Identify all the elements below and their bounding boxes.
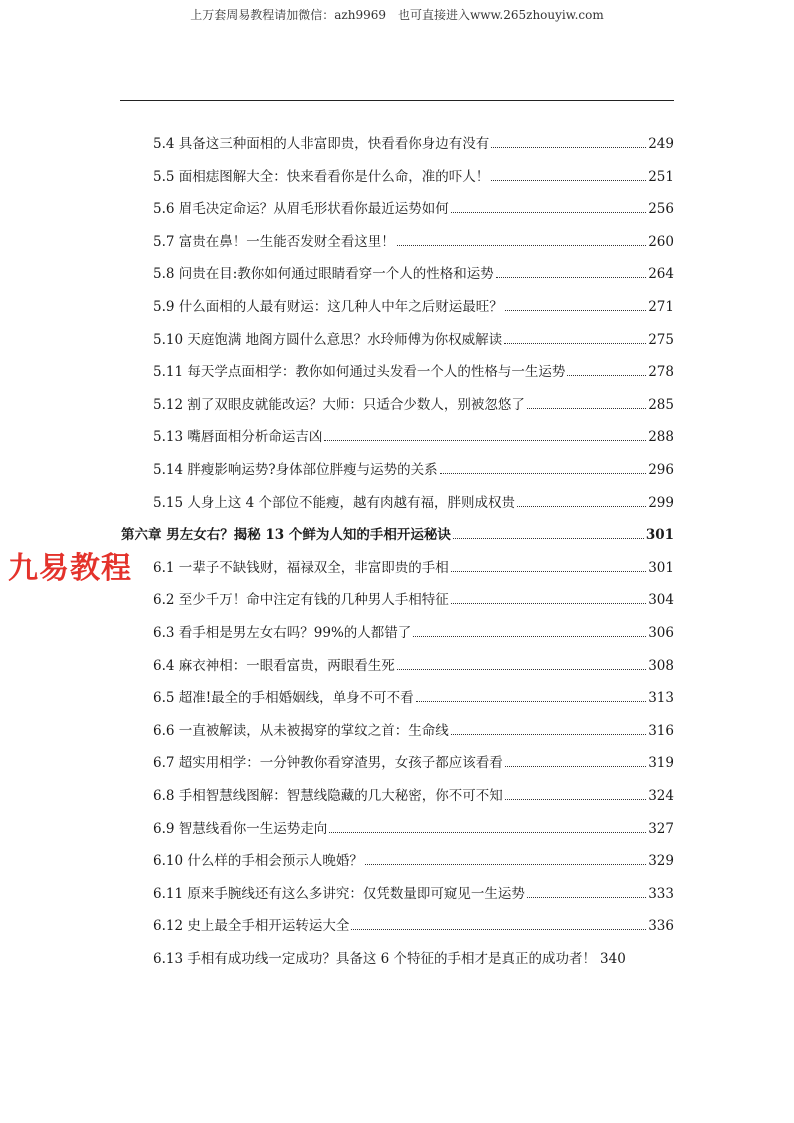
toc-page-number: 333 — [648, 885, 674, 902]
toc-dot-leader — [451, 571, 646, 572]
toc-entry-title: 6.10 什么样的手相会预示人晚婚？ — [153, 853, 363, 870]
toc-entry-title: 5.11 每天学点面相学：教你如何通过头发看一个人的性格与一生运势 — [153, 364, 566, 381]
toc-page-number: 251 — [648, 168, 674, 185]
toc-dot-leader — [496, 277, 646, 278]
toc-entry-title: 5.4 具备这三种面相的人非富即贵，快看看你身边有没有 — [153, 136, 490, 152]
toc-dot-leader — [451, 212, 646, 213]
toc-page-number: 319 — [648, 755, 674, 772]
toc-entry[interactable] — [153, 817, 674, 843]
toc-entry[interactable] — [153, 262, 674, 288]
toc-dot-leader — [365, 864, 646, 865]
toc-dot-leader — [567, 375, 646, 376]
toc-dot-leader — [451, 603, 646, 604]
toc-dot-leader — [517, 506, 646, 507]
toc-entry[interactable] — [153, 686, 674, 712]
toc-dot-leader — [491, 180, 646, 181]
toc-page-number: 256 — [648, 201, 674, 218]
toc-dot-leader — [504, 343, 646, 344]
toc-entry-title: 5.8 问贵在目:教你如何通过眼睛看穿一个人的性格和运势 — [153, 266, 494, 283]
toc-entry-title: 5.5 面相痣图解大全：快来看看你是什么命，准的吓人！ — [153, 168, 490, 185]
toc-page-number: 324 — [648, 788, 674, 804]
toc-dot-leader — [397, 669, 646, 670]
toc-entry[interactable] — [153, 914, 674, 940]
toc-entry[interactable] — [153, 719, 674, 745]
toc-dot-leader — [527, 408, 646, 409]
toc-entry[interactable] — [153, 882, 674, 908]
header-rule — [120, 100, 674, 101]
toc-entry-title: 6.7 超实用相学：一分钟教你看穿渣男，女孩子都应该看看 — [153, 755, 503, 772]
toc-dot-leader — [505, 310, 646, 311]
toc-entry-title: 6.8 手相智慧线图解：智慧线隐藏的几大秘密，你不可不知 — [153, 788, 503, 804]
toc-entry-title: 5.9 什么面相的人最有财运：这几种人中年之后财运最旺？ — [153, 299, 503, 315]
toc-dot-leader — [329, 832, 646, 833]
toc-page-number: 301 — [645, 527, 674, 544]
toc-entry[interactable] — [153, 328, 674, 354]
toc-dot-leader — [527, 897, 646, 898]
toc-entry[interactable] — [153, 230, 674, 256]
toc-page-number: 301 — [648, 559, 674, 576]
toc-dot-leader — [351, 929, 646, 930]
toc-entry[interactable] — [153, 947, 693, 973]
toc-entry-title: 6.2 至少千万！命中注定有钱的几种男人手相特征 — [153, 592, 449, 609]
toc-dot-leader — [453, 538, 644, 539]
toc-entry[interactable] — [153, 491, 674, 517]
toc-page-number: 249 — [648, 136, 674, 152]
toc-page-number: 340 — [600, 951, 626, 967]
toc-page-number: 271 — [648, 299, 674, 315]
toc-dot-leader — [416, 701, 647, 702]
toc-entry-title: 6.4 麻衣神相：一眼看富贵，两眼看生死 — [153, 657, 395, 674]
toc-entry[interactable] — [153, 165, 674, 191]
toc-page-number: 316 — [648, 722, 674, 739]
toc-entry[interactable] — [153, 588, 674, 614]
toc-dot-leader — [451, 734, 646, 735]
toc-entry-title: 6.13 手相有成功线一定成功？具备这 6 个特征的手相才是真正的成功者！ — [153, 951, 597, 967]
toc-page-number: 275 — [648, 331, 674, 348]
toc-page-number: 329 — [648, 853, 674, 870]
toc-page-number: 264 — [648, 266, 674, 283]
toc-dot-leader — [397, 245, 646, 246]
toc-page-number: 308 — [648, 657, 674, 674]
toc-entry-title: 6.3 看手相是男左女右吗？99%的人都错了 — [153, 625, 412, 641]
toc-page-number: 336 — [648, 918, 674, 935]
toc-dot-leader — [413, 636, 646, 637]
toc-entry-title: 5.14 胖瘦影响运势?身体部位胖瘦与运势的关系 — [153, 462, 438, 478]
toc-entry-title: 5.13 嘴唇面相分析命运吉凶 — [153, 429, 323, 446]
watermark-logo: 九易教程 — [8, 551, 132, 586]
toc-page-number: 260 — [648, 233, 674, 250]
toc-entry[interactable] — [153, 654, 674, 680]
toc-entry[interactable] — [153, 458, 674, 484]
toc-page-number: 285 — [648, 396, 674, 413]
toc-page-number: 296 — [648, 462, 674, 478]
toc-entry[interactable] — [153, 295, 674, 321]
toc-entry-title: 6.11 原来手腕线还有这么多讲究：仅凭数量即可窥见一生运势 — [153, 885, 525, 902]
toc-entry-title: 5.12 割了双眼皮就能改运？大师：只适合少数人，别被忽悠了 — [153, 396, 525, 413]
toc-entry-title: 6.12 史上最全手相开运转运大全 — [153, 918, 350, 935]
toc-entry[interactable] — [153, 197, 674, 223]
toc-entry-title: 6.5 超准!最全的手相婚姻线，单身不可不看 — [153, 690, 414, 707]
toc-entry[interactable] — [153, 784, 674, 810]
toc-entry[interactable] — [153, 132, 674, 158]
toc-page-number: 313 — [648, 690, 674, 707]
toc-entry[interactable] — [153, 849, 674, 875]
toc-page-number: 278 — [648, 364, 674, 381]
toc-chapter-entry[interactable] — [121, 523, 674, 549]
toc-page-number: 304 — [648, 592, 674, 609]
toc-entry[interactable] — [153, 360, 674, 386]
toc-entry[interactable] — [153, 556, 674, 582]
page-header: 上万套周易教程请加微信：azh9969 也可直接进入www.265zhouyiw.com — [190, 8, 604, 22]
toc-page-number: 327 — [648, 820, 674, 837]
toc-entry-title: 6.9 智慧线看你一生运势走向 — [153, 820, 328, 837]
toc-entry[interactable] — [153, 393, 674, 419]
toc-entry[interactable] — [153, 425, 674, 451]
toc-page-number: 288 — [648, 429, 674, 446]
toc-entry[interactable] — [153, 621, 674, 647]
toc-entry-title: 5.7 富贵在鼻！一生能否发财全看这里！ — [153, 233, 395, 250]
toc-entry-title: 5.6 眉毛决定命运？从眉毛形状看你最近运势如何 — [153, 201, 449, 218]
toc-page-number: 306 — [648, 625, 674, 641]
toc-entry[interactable] — [153, 751, 674, 777]
toc-dot-leader — [324, 440, 646, 441]
toc-dot-leader — [491, 147, 646, 148]
toc-entry-title: 6.6 一直被解读，从未被揭穿的掌纹之首：生命线 — [153, 722, 449, 739]
toc-entry-title: 5.15 人身上这 4 个部位不能瘦，越有肉越有福，胖则成权贵 — [153, 494, 516, 511]
toc-entry-title: 第六章 男左女右？揭秘 13 个鲜为人知的手相开运秘诀 — [121, 527, 451, 544]
toc-entry-title: 6.1 一辈子不缺钱财，福禄双全，非富即贵的手相 — [153, 559, 449, 576]
toc-dot-leader — [505, 799, 646, 800]
toc-dot-leader — [505, 766, 646, 767]
toc-page-number: 299 — [648, 494, 674, 511]
toc-dot-leader — [440, 473, 647, 474]
toc-entry-title: 5.10 天庭饱满 地阁方圆什么意思？水玲师傅为你权威解读 — [153, 331, 503, 348]
